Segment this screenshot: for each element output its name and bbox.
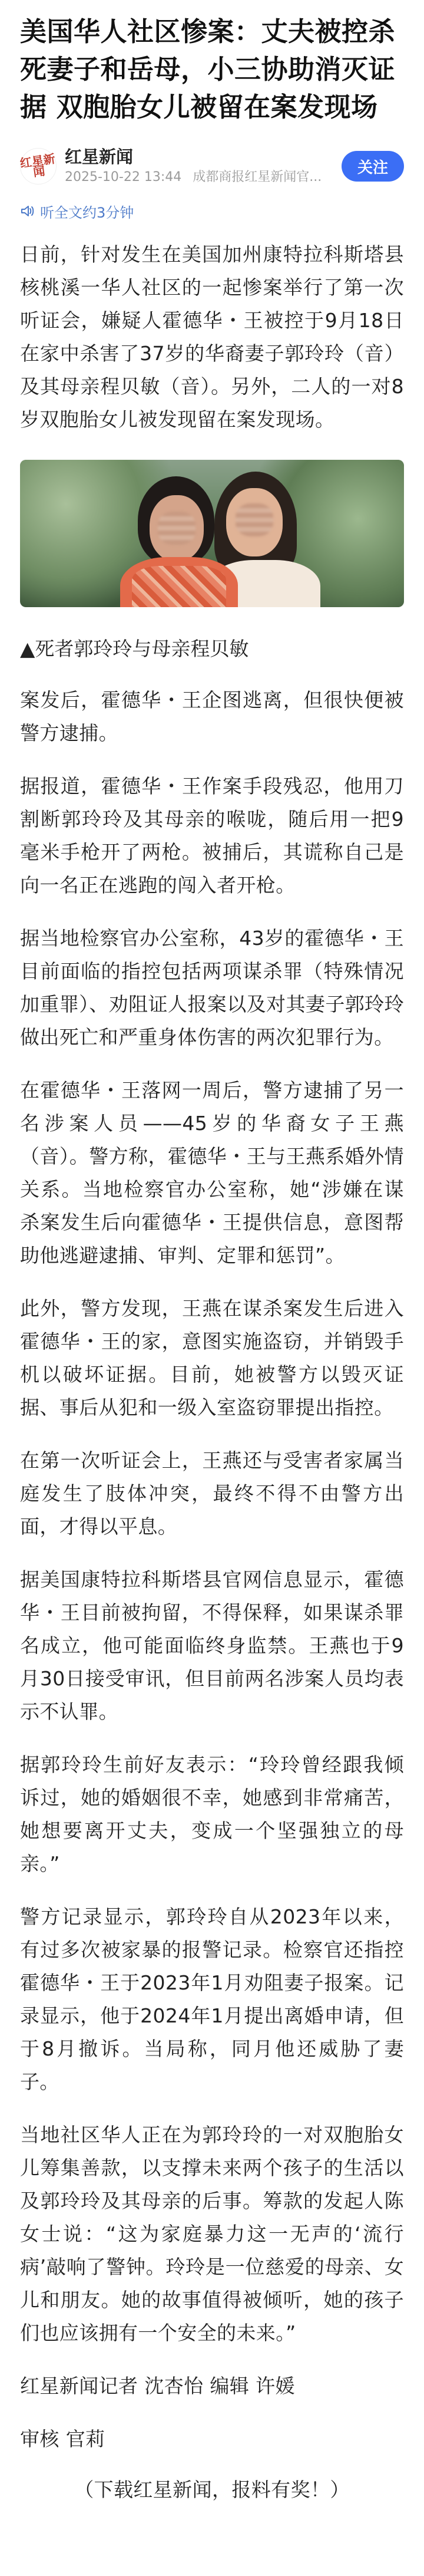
listen-label: 听全文约3分钟 <box>40 204 134 221</box>
paragraph-9: 据郭玲玲生前好友表示：“玲玲曾经跟我倾诉过，她的婚姻很不幸，她感到非常痛苦，她想要离开丈夫，变成一个坚强独立的母亲。” <box>20 1753 404 1875</box>
paragraph-8: 据美国康特拉科斯塔县官网信息显示，霍德华・王目前被拘留，不得保释，如果谋杀罪名成立，他可能面临终身监禁。王燕也于9月30日接受审讯，但目前两名涉案人员均表示不认罪。 <box>20 1568 404 1723</box>
paragraph-6: 此外，警方发现，王燕在谋杀案发生后进入霍德华・王的家，意图实施盗窃，并销毁手机以破坏证据。目前，她被警方以毁灭证据、事后从犯和一级入室盗窃罪提出指控。 <box>20 1297 404 1419</box>
logo-text: 红星新闻 <box>19 151 57 180</box>
speaker-icon <box>20 204 35 218</box>
review-credit: 审核 官莉 <box>20 2427 105 2450</box>
paragraph-1: 日前，针对发生在美国加州康特拉科斯塔县核桃溪一华人社区的一起惨案举行了第一次听证会，嫌疑人霍德华・王被控于9月18日在家中杀害了37岁的华裔妻子郭玲玲（音）及其母亲程贝敏（音）。另外，二人的一对8岁双胞胎女儿被发现留在案发现场。 <box>20 243 404 431</box>
photo-dress-pattern <box>132 566 226 607</box>
paragraph-3: 据报道，霍德华・王作案手段残忍，他用刀割断郭玲玲及其母亲的喉咙，随后用一把9毫米手枪开了两枪。被捕后，其谎称自己是向一名正在逃跑的闯入者开枪。 <box>20 775 404 897</box>
paragraph-11: 当地社区华人正在为郭玲玲的一对双胞胎女儿筹集善款，以支撑未来两个孩子的生活以及郭玲玲及其母亲的后事。筹款的发起人陈女士说：“这为家庭暴力这一无声的‘流行病’敲响了警钟。玲玲是一位慈爱的母亲、女儿和朋友。她的故事值得被倾听，她的孩子们也应该拥有一个安全的未来。” <box>20 2123 404 2344</box>
paragraph-7: 在第一次听证会上，王燕还与受害者家属当庭发生了肢体冲突，最终不得不由警方出面，才得以平息。 <box>20 1449 404 1538</box>
face-mosaic <box>158 512 196 545</box>
paragraph-5: 在霍德华・王落网一周后，警方逮捕了另一名涉案人员——45岁的华裔女子王燕（音）。警方称，霍德华・王与王燕系婚外情关系。当地检察官办公室称，她“涉嫌在谋杀案发生后向霍德华・王提供信息，意图帮助他逃避逮捕、审判、定罪和惩罚”。 <box>20 1079 404 1267</box>
source-name[interactable]: 红星新闻 <box>65 147 134 167</box>
publish-datetime: 2025-10-22 13:44 <box>65 170 182 185</box>
source-row <box>20 144 404 189</box>
source-desc: 成都商报红星新闻官... <box>193 170 322 185</box>
source-meta <box>65 146 342 187</box>
article-photo[interactable] <box>20 460 404 607</box>
paragraph-10: 警方记录显示，郭玲玲自从2023年以来，有过多次被家暴的报警记录。检察官还指控霍德华・王于2023年1月劝阻妻子报案。记录显示，他于2024年1月提出离婚申请，但于8月撤诉。当局称，同月他还威胁了妻子。 <box>20 1905 404 2093</box>
source-sub <box>65 168 342 187</box>
image-caption: ▲死者郭玲玲与母亲程贝敏 <box>20 637 249 660</box>
listen-button[interactable] <box>20 199 404 223</box>
footer-promo[interactable]: （下载红星新闻，报料有奖！） <box>74 2478 350 2501</box>
article-title: 美国华人社区惨案：丈夫被控杀死妻子和岳母，小三协助消灭证据 双胞胎女儿被留在案发现场 <box>20 16 396 123</box>
reporter-credit: 红星新闻记者 沈杏怡 编辑 许媛 <box>20 2374 295 2397</box>
paragraph-2: 案发后，霍德华・王企图逃离，但很快便被警方逮捕。 <box>20 689 404 745</box>
follow-button[interactable]: 关注 <box>342 151 404 182</box>
source-logo[interactable] <box>20 148 57 185</box>
face-mosaic <box>236 503 273 536</box>
paragraph-4: 据当地检察官办公室称，43岁的霍德华・王目前面临的指控包括两项谋杀罪（特殊情况加重罪）、劝阻证人报案以及对其妻子郭玲玲做出死亡和严重身体伤害的两次犯罪行为。 <box>20 927 404 1049</box>
